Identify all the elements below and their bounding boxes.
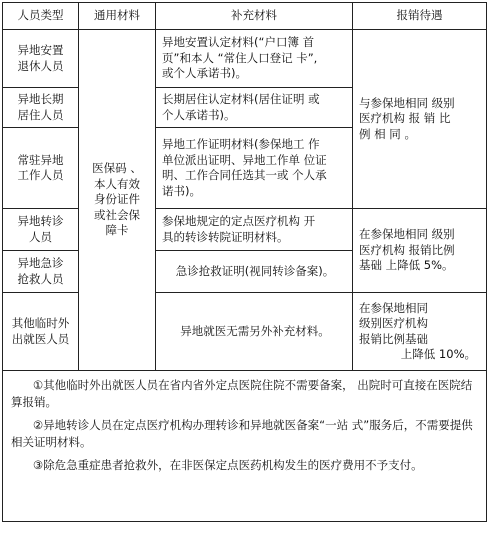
person-type-cell: 其他临时外 出就医人员	[3, 293, 79, 371]
reimbursement-text: 在参保地相同 级别医疗机构 报销比例基础	[359, 300, 428, 346]
reimbursement-cell: 与参保地相同 级别 医疗机构 报 销 比 例 相 同 。	[353, 30, 487, 209]
note-item: ③除危急重症患者抢救外，在非医保定点医药机构发生的医疗费用不予支付。	[32, 458, 423, 472]
person-type-cell: 异地安置 退休人员	[3, 30, 79, 88]
header-row	[3, 3, 487, 30]
header-common-materials: 通用材料	[79, 3, 156, 30]
supplementary-cell: 异地工作证明材料(参保地工 作 单位派出证明、异地工作单 位证 明、工作合同任选其一或 个人承 诺书)。	[156, 128, 353, 209]
supplementary-cell: 长期居住认定材料(居住证明 或 个人承诺书)。	[156, 88, 353, 128]
table-row	[3, 209, 487, 251]
note-item: ②异地转诊人员在定点医疗机构办理转诊和异地就医备案“一站 式”服务后，不需要提供相关证明材料。	[11, 418, 473, 449]
note-item: ①其他临时外出就医人员在省内省外定点医院住院不需要备案， 出院时可直接在医院结算报销。	[11, 378, 473, 409]
reimbursement-table	[2, 2, 487, 522]
supplementary-cell: 异地安置认定材料(“户口簿 首 页”和本人 “常住人口登记 卡”, 或个人承诺书)。	[156, 30, 353, 88]
supplementary-cell: 参保地规定的定点医疗机构 开 具的转诊转院证明材料。	[156, 209, 353, 251]
header-supplementary-materials: 补充材料	[156, 3, 353, 30]
person-type-cell: 常驻异地 工作人员	[3, 128, 79, 209]
notes-cell	[3, 371, 487, 522]
reimbursement-cell	[353, 293, 487, 371]
table-row	[3, 293, 487, 371]
reimbursement-cell: 在参保地相同 级别 医疗机构 报销比例 基础 上降低 5%。	[353, 209, 487, 293]
supplementary-cell: 急诊抢救证明(视同转诊备案)。	[156, 251, 353, 293]
person-type-cell: 异地急诊 抢救人员	[3, 251, 79, 293]
common-materials-cell: 医保码 、 本人有效 身份证件 或社会保 障卡	[79, 30, 156, 371]
person-type-cell: 异地转诊 人员	[3, 209, 79, 251]
header-reimbursement: 报销待遇	[353, 3, 487, 30]
reimbursement-text-last-line: 上降低 10%。	[400, 347, 476, 361]
supplementary-cell: 异地就医无需另外补充材料。	[156, 293, 353, 371]
header-person-type: 人员类型	[3, 3, 79, 30]
notes-row	[3, 371, 487, 522]
table-row	[3, 30, 487, 88]
person-type-cell: 异地长期 居住人员	[3, 88, 79, 128]
